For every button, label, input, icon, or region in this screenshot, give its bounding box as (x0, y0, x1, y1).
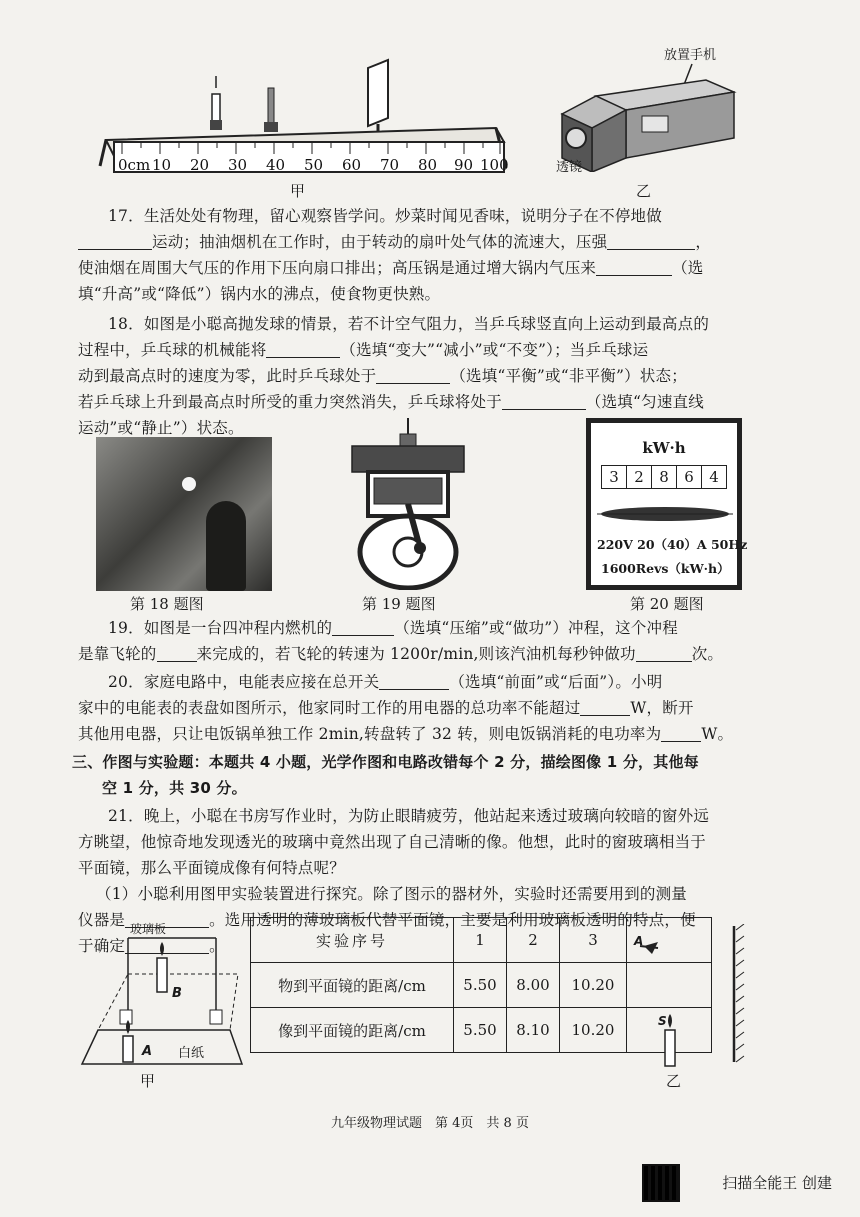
q18-line4-end: （选填“匀速直线 (585, 393, 704, 411)
q18-line3 (78, 363, 780, 389)
ruler-label-90: 90 (454, 156, 474, 174)
q17-blank3[interactable] (596, 257, 672, 276)
table-header-cell: 1 (454, 918, 507, 963)
q20-line1-text: 20．家庭电路中，电能表应接在总开关 (108, 673, 380, 691)
ruler-label-30: 30 (228, 156, 248, 174)
ruler-label-100: 100 (480, 156, 509, 174)
meter-digit-3: 8 (652, 466, 677, 488)
section3-header-line2: 空 1 分，共 30 分。 (102, 779, 247, 797)
q18-line2-text: 过程中，乒乓球的机械能将 (78, 341, 267, 359)
q19-line1-end: （选填“压缩”或“做功”）冲程，这个冲程 (394, 619, 678, 637)
page-footer: 九年级物理试题 第 4页 共 8 页 (331, 1116, 529, 1131)
q17-line2 (78, 229, 780, 255)
q18-blank1[interactable] (266, 339, 340, 358)
ping-pong-ball (182, 477, 196, 491)
q20-blank3[interactable] (661, 723, 701, 742)
q21-sub1-line3-end: 。 (209, 937, 225, 955)
q17-line2-end: ， (695, 233, 712, 251)
q20-line2 (78, 695, 780, 721)
table-cell: 10.20 (560, 963, 627, 1008)
q21-sub1-line2-text: 仪器是 (78, 911, 126, 929)
mirror-ray-figure (628, 924, 748, 1070)
figure-caption-yi-top: 乙 (636, 182, 652, 200)
q17-line3-end: （选 (672, 259, 704, 277)
ruler-label-40: 40 (266, 156, 286, 174)
q19-line1 (78, 615, 780, 641)
meter-unit: kW·h (642, 439, 686, 457)
q20-line2-text: 家中的电能表的表盘如图所示，他家同时工作的用电器的总功率不能超过 (78, 699, 581, 717)
phone-label: 放置手机 (664, 48, 717, 63)
q20-blank2[interactable] (580, 697, 630, 716)
ping-pong-photo (96, 437, 272, 591)
q21-line3: 平面镜，那么平面镜成像有何特点呢？ (78, 859, 345, 877)
q17-line3-text: 使油烟在周围大气压的作用下压向扇口排出；高压锅是通过增大锅内气压来 (78, 259, 597, 277)
q18-line5: 运动”或“静止”）状态。 (78, 419, 244, 437)
q19-blank2[interactable] (157, 643, 197, 662)
q19-line2 (78, 641, 780, 667)
ruler-label-60: 60 (342, 156, 362, 174)
caption-fig19: 第 19 题图 (362, 595, 436, 613)
point-s-label: S (658, 1014, 667, 1028)
q20-line3-end: W。 (701, 725, 734, 743)
q19-blank3[interactable] (636, 643, 692, 662)
q20-line1 (78, 669, 780, 695)
point-a-label: A (142, 1044, 153, 1059)
q18-line4-text: 若乒乓球上升到最高点时所受的重力突然消失，乒乓球将处于 (78, 393, 502, 411)
q20-line1-end: （选填“前面”或“后面”）。小明 (449, 673, 663, 691)
q21-line2: 方眺望，他惊奇地发现透光的玻璃中竟然出现了自己清晰的像。他想，此时的窗玻璃相当于 (78, 833, 707, 851)
ruler-label-70: 70 (380, 156, 400, 174)
meter-digits (601, 465, 727, 489)
qr-code-icon (642, 1164, 680, 1202)
q21-sub1-line1: （1）小聪利用图甲实验装置进行探究。除了图示的器材外，实验时还需要用到的测量 (96, 885, 687, 903)
q17-blank1[interactable] (78, 231, 152, 250)
phone-projector-figure (556, 62, 756, 172)
ruler-label-0: 0cm (118, 156, 151, 174)
q19-line2-text: 是靠飞轮的 (78, 645, 157, 663)
q17-line3 (78, 255, 780, 281)
lens-label: 透镜 (556, 160, 583, 175)
q19-blank1[interactable] (332, 617, 394, 636)
q21-sub1-line3-text: 于确定 (78, 937, 126, 955)
player-figure (206, 501, 246, 591)
q18-line1: 18．如图是小聪高抛发球的情景，若不计空气阻力，当乒乓球竖直向上运动到最高点的 (108, 315, 710, 333)
q20-line3-text: 其他用电器，只让电饭锅单独工作 2min,转盘转了 32 转，则电饭锅消耗的电功率为 (78, 725, 662, 743)
table-header-cell: 实验序号 (251, 918, 454, 963)
q18-line4 (78, 389, 780, 415)
q17-line1: 17．生活处处有物理，留心观察皆学问。炒菜时闻见香味，说明分子在不停地做 (108, 207, 662, 225)
q20-line3 (78, 721, 780, 747)
figure-caption-jia-bottom: 甲 (140, 1072, 156, 1090)
meter-spec: 220V 20（40）A 50Hz (597, 537, 748, 552)
table-cell: 5.50 (454, 1008, 507, 1053)
section3-header-line1: 三、作图与实验题：本题共 4 小题，光学作图和电路改错每个 2 分，描绘图像 1 分，其他每 (72, 753, 699, 771)
meter-digit-2: 2 (627, 466, 652, 488)
table-header-cell: 2 (507, 918, 560, 963)
q19-line2-end: 次。 (691, 645, 724, 663)
point-b-label: B (172, 986, 182, 1001)
energy-meter (586, 418, 748, 590)
meter-digit-1: 3 (602, 466, 627, 488)
meter-digit-5: 4 (709, 468, 719, 486)
table-header-cell: 3 (560, 918, 627, 963)
q18-blank2[interactable] (376, 365, 450, 384)
glass-plate-label: 玻璃板 (130, 922, 167, 936)
meter-revs: 1600Revs（kW·h） (601, 561, 730, 576)
optical-bench-figure (96, 58, 526, 180)
ruler-label-10: 10 (152, 156, 172, 174)
q21-line1: 21．晚上，小聪在书房写作业时，为防止眼睛疲劳，他站起来透过玻璃向较暗的窗外远 (108, 807, 710, 825)
engine-diagram (346, 414, 470, 590)
q17-blank2[interactable] (607, 231, 695, 250)
table-cell: 10.20 (560, 1008, 627, 1053)
table-cell: 物到平面镜的距离/cm (251, 963, 454, 1008)
point-a-label-right: A (634, 934, 644, 948)
q18-line3-end: （选填“平衡”或“非平衡”）状态； (450, 367, 687, 385)
figure-caption-jia-top: 甲 (290, 182, 306, 200)
meter-digit-4: 6 (677, 466, 702, 488)
q17-line4: 填“升高”或“降低”）锅内水的沸点，使食物更快熟。 (78, 285, 441, 303)
ruler-label-20: 20 (190, 156, 210, 174)
q21-sub1-line2-end: 。选用透明的薄玻璃板代替平面镜，主要是利用玻璃板透明的特点，便 (209, 911, 696, 929)
plane-mirror-setup (80, 934, 246, 1068)
white-paper-label: 白纸 (178, 1046, 205, 1061)
scanner-watermark: 扫描全能王 创建 (722, 1174, 832, 1192)
q20-blank1[interactable] (379, 671, 449, 690)
q20-line2-end: W，断开 (630, 699, 694, 717)
q18-line3-text: 动到最高点时的速度为零，此时乒乓球处于 (78, 367, 377, 385)
caption-fig20: 第 20 题图 (630, 595, 704, 613)
table-cell: 5.50 (454, 963, 507, 1008)
figure-caption-yi-bottom: 乙 (666, 1072, 682, 1090)
q18-line2 (78, 337, 780, 363)
ruler-label-80: 80 (418, 156, 438, 174)
q17-line2-text: 运动；抽油烟机在工作时，由于转动的扇叶处气体的流速大，压强 (152, 233, 608, 251)
table-cell: 像到平面镜的距离/cm (251, 1008, 454, 1053)
q19-line1-text: 19．如图是一台四冲程内燃机的 (108, 619, 333, 637)
q18-blank3[interactable] (502, 391, 586, 410)
caption-fig18: 第 18 题图 (130, 595, 204, 613)
table-cell: 8.10 (507, 1008, 560, 1053)
table-cell: 8.00 (507, 963, 560, 1008)
q18-line2-end: （选填“变大”“减小”或“不变”）；当乒乓球运 (340, 341, 649, 359)
ruler-label-50: 50 (304, 156, 324, 174)
meter-disc (597, 499, 733, 529)
q19-line2-mid: 来完成的，若飞轮的转速为 1200r/min,则该汽油机每秒钟做功 (196, 645, 636, 663)
